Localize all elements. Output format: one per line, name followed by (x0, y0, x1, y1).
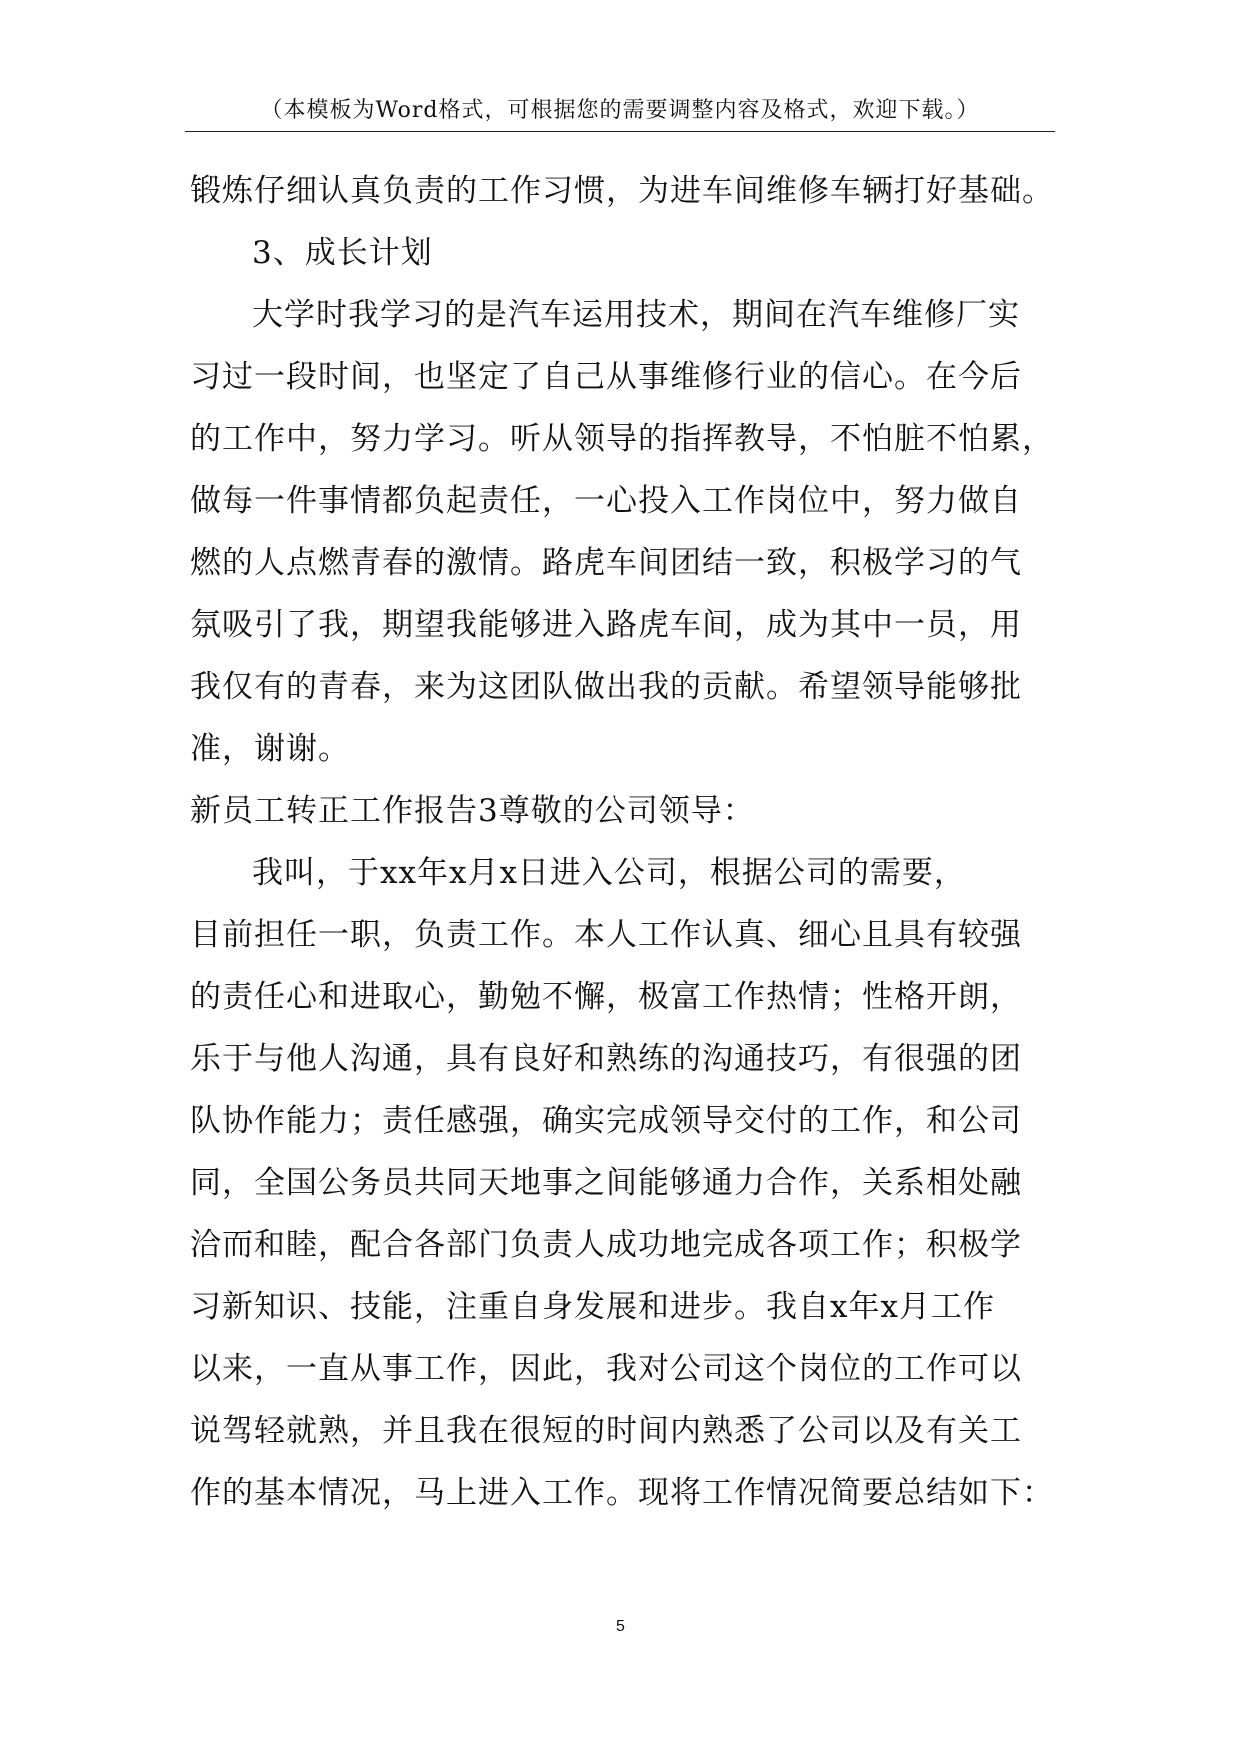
report-title-line: 新员工转正工作报告3尊敬的公司领导： (190, 793, 755, 829)
document-body (190, 160, 1090, 1524)
text-line: 我仅有的青春，来为这团队做出我的贡献。希望领导能够批 (190, 669, 1022, 705)
text-line: 燃的人点燃青春的激情。路虎车间团结一致，积极学习的气 (190, 545, 1022, 581)
text-line: 说驾轻就熟，并且我在很短的时间内熟悉了公司以及有关工 (190, 1413, 1022, 1449)
text-line: 氛吸引了我，期望我能够进入路虎车间，成为其中一员，用 (190, 607, 1022, 643)
text-line: 的工作中，努力学习。听从领导的指挥教导，不怕脏不怕累， (190, 421, 1054, 457)
text-line: 的责任心和进取心，勤勉不懈，极富工作热情；性格开朗， (190, 979, 1022, 1015)
text-line: 目前担任一职，负责工作。本人工作认真、细心且具有较强 (190, 917, 1022, 953)
text-line: 习新知识、技能，注重自身发展和进步。我自x年x月工作 (190, 1289, 995, 1325)
text-line: 我叫，于xx年x月x日进入公司，根据公司的需要， (252, 855, 966, 891)
text-line: 习过一段时间，也坚定了自己从事维修行业的信心。在今后 (190, 359, 1022, 395)
text-line: 做每一件事情都负起责任，一心投入工作岗位中，努力做自 (190, 483, 1022, 519)
text-line: 洽而和睦，配合各部门负责人成功地完成各项工作；积极学 (190, 1227, 1022, 1263)
section-heading: 3、成长计划 (252, 235, 433, 271)
text-line: 锻炼仔细认真负责的工作习惯，为进车间维修车辆打好基础。 (190, 173, 1054, 209)
text-line: 乐于与他人沟通，具有良好和熟练的沟通技巧，有很强的团 (190, 1041, 1022, 1077)
text-line: 准，谢谢。 (190, 731, 350, 767)
text-line: 同，全国公务员共同天地事之间能够通力合作，关系相处融 (190, 1165, 1022, 1201)
page-header: （本模板为Word格式，可根据您的需要调整内容及格式，欢迎下载。） (260, 98, 980, 123)
header-divider (185, 131, 1055, 132)
text-line: 以来，一直从事工作，因此，我对公司这个岗位的工作可以 (190, 1351, 1022, 1387)
text-line: 大学时我学习的是汽车运用技术，期间在汽车维修厂实 (252, 297, 1020, 333)
text-line: 作的基本情况，马上进入工作。现将工作情况简要总结如下： (190, 1475, 1054, 1511)
text-line: 队协作能力；责任感强，确实完成领导交付的工作，和公司 (190, 1103, 1022, 1139)
page-number: 5 (616, 1618, 625, 1635)
